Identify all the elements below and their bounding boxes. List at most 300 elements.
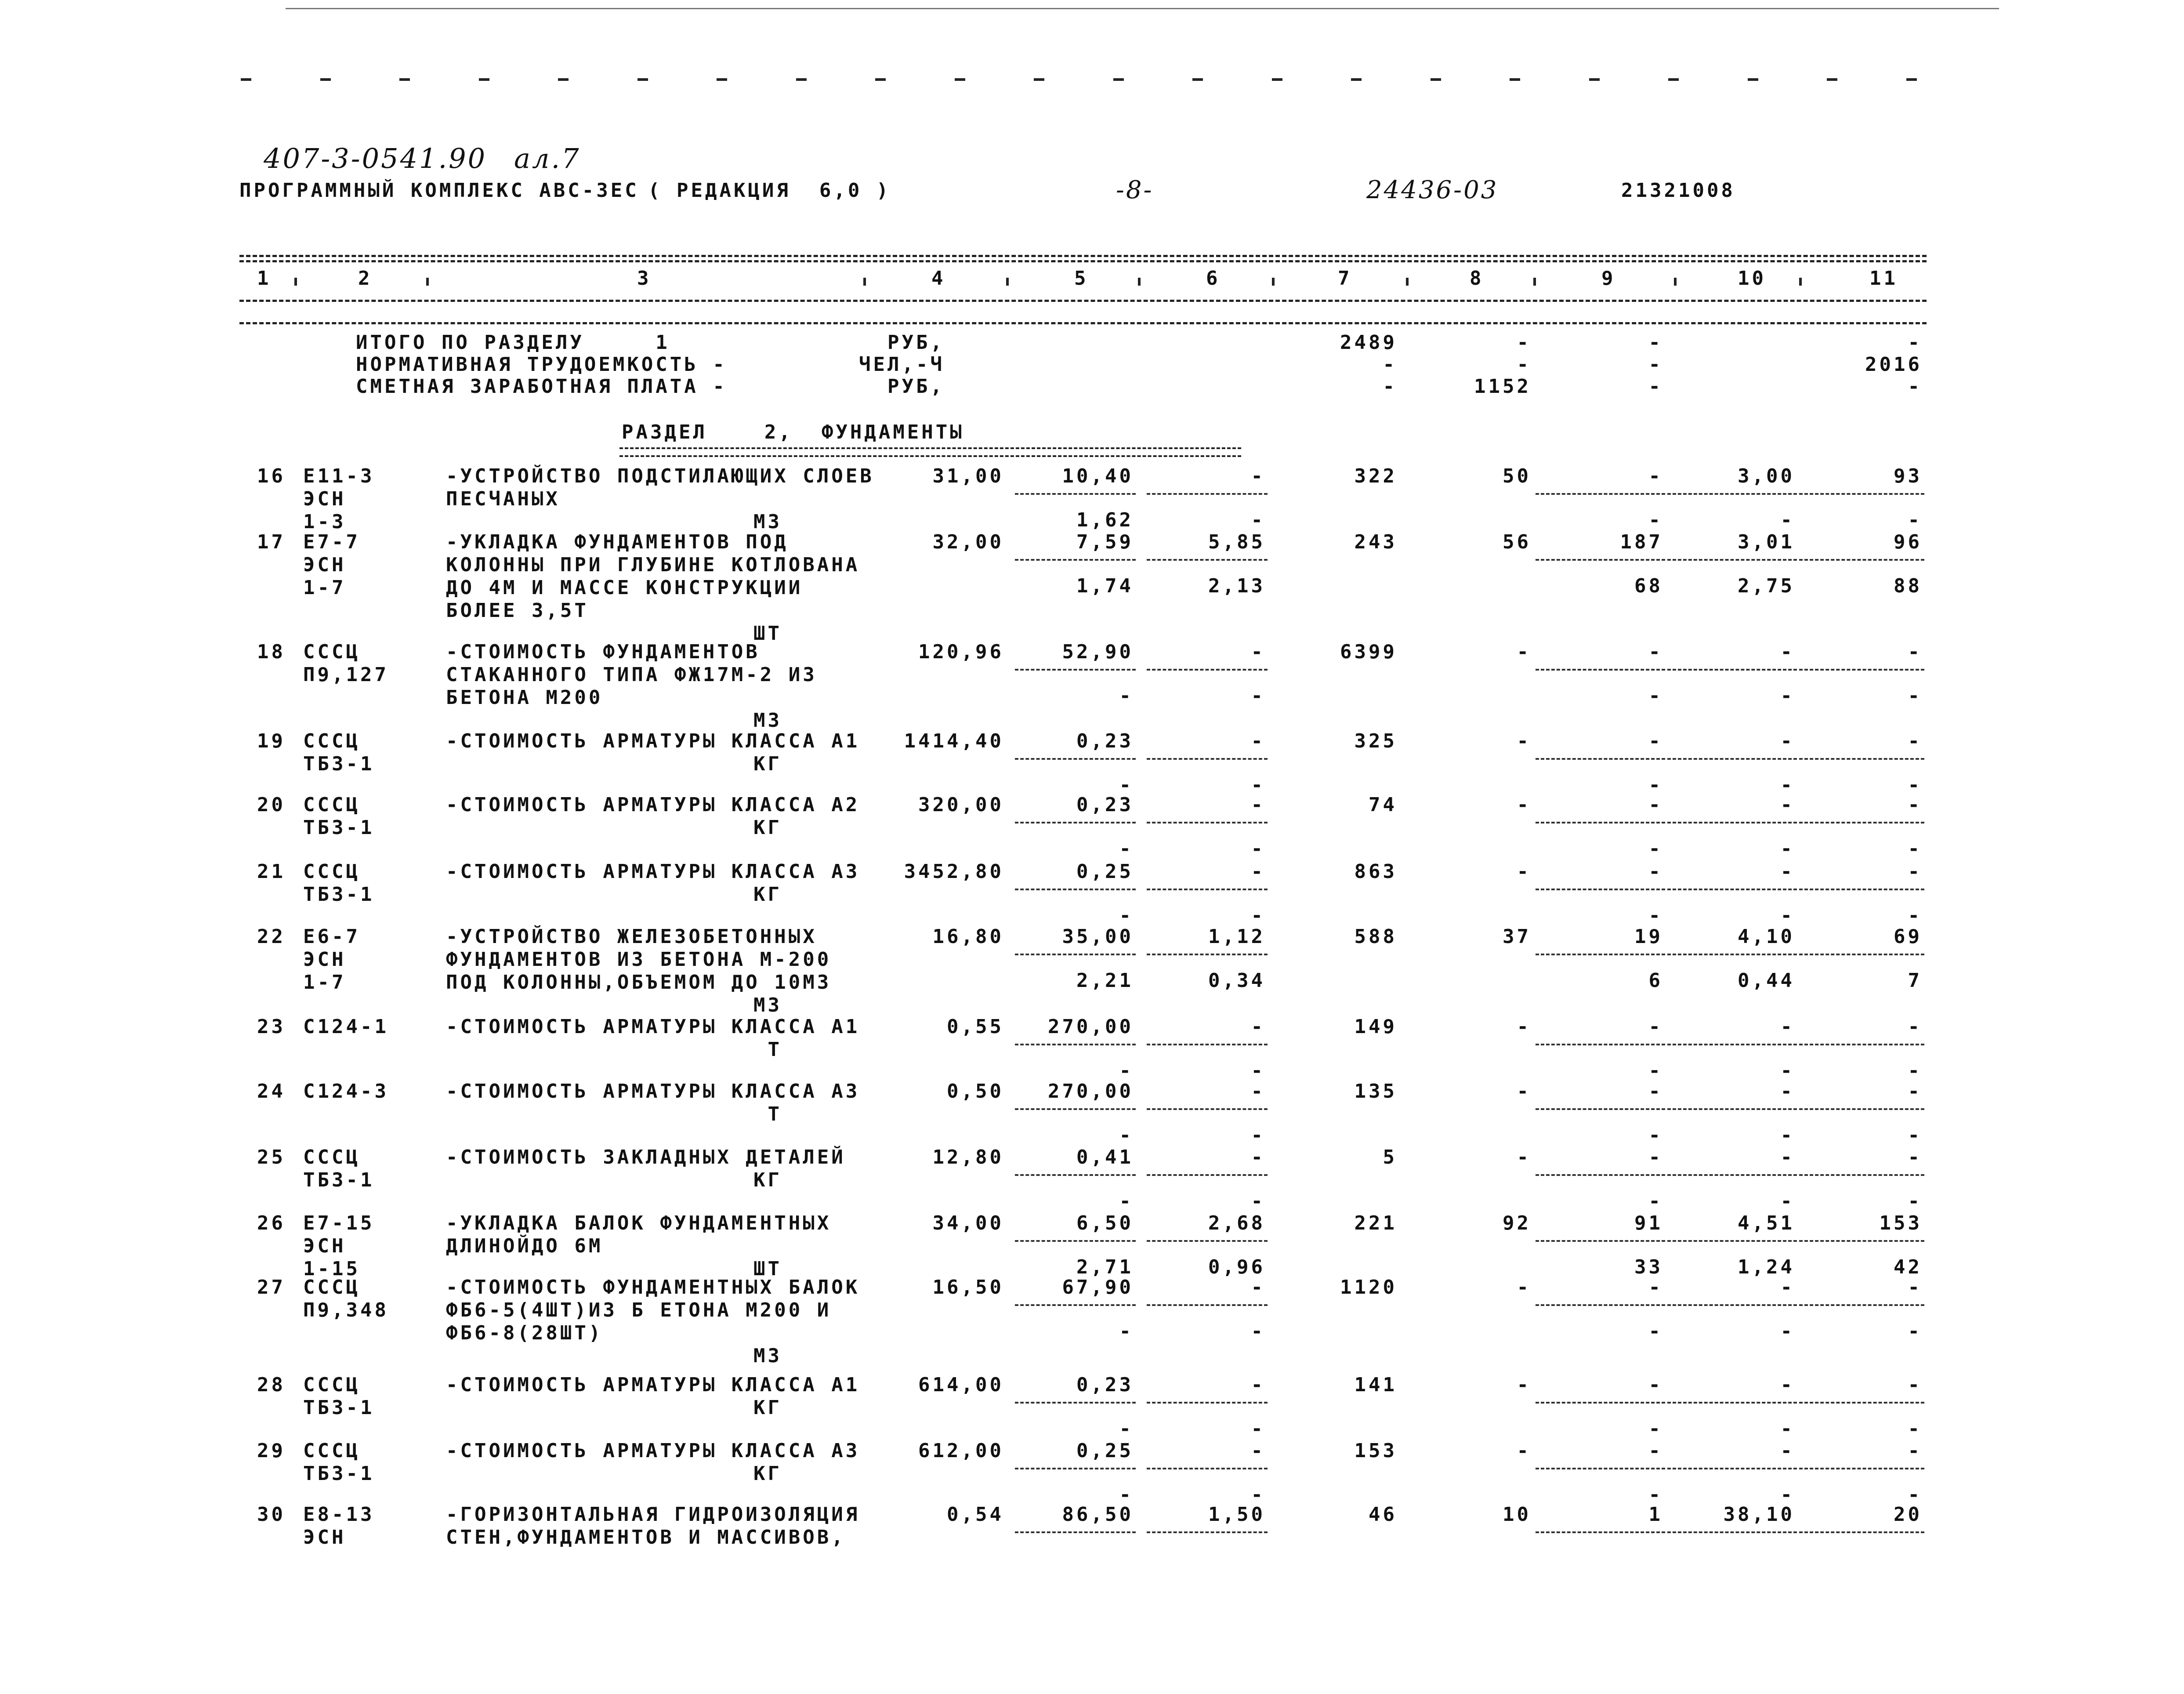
cell-separator-line xyxy=(1147,1044,1268,1045)
row-code: СССЦ xyxy=(303,794,360,816)
row-unit: КГ xyxy=(753,1462,782,1485)
row-value-c9b: 6 xyxy=(1648,969,1663,992)
row-value-c5b: 1,62 xyxy=(1076,509,1134,531)
row-value-c9: - xyxy=(1648,730,1663,752)
cell-separator-line xyxy=(1015,1044,1136,1045)
row-number: 18 xyxy=(257,641,286,663)
row-value-c5: 86,50 xyxy=(1062,1503,1134,1526)
row-value-c6b: - xyxy=(1251,904,1265,927)
row-value-c10b: - xyxy=(1780,774,1795,796)
cell-separator-line xyxy=(1015,493,1136,495)
row-value-c9b: - xyxy=(1648,1190,1663,1212)
row-value-c6b: - xyxy=(1251,1320,1265,1342)
row-value-c6: 1,50 xyxy=(1208,1503,1265,1526)
row-value-c5b: - xyxy=(1119,1320,1134,1342)
header-top-line-2 xyxy=(239,260,1927,262)
row-value-c6: - xyxy=(1251,641,1265,663)
row-code: СССЦ xyxy=(303,860,360,883)
row-value-c9b: - xyxy=(1648,509,1663,531)
row-description: СТАКАННОГО ТИПА ФЖ17М-2 ИЗ xyxy=(446,664,817,686)
row-value-c5b: - xyxy=(1119,1190,1134,1212)
tick-mark xyxy=(1668,78,1679,81)
row-value-c6: - xyxy=(1251,1440,1265,1462)
total-unit: РУБ, xyxy=(887,331,945,354)
row-value-c6b: - xyxy=(1251,509,1265,531)
row-value-c7: 863 xyxy=(1354,860,1397,883)
column-separator xyxy=(426,278,429,286)
row-value-c11b: - xyxy=(1908,1418,1922,1440)
row-description: -СТОИМОСТЬ АРМАТУРЫ КЛАССА А3 xyxy=(446,1440,860,1462)
row-description: ДЛИНОЙДО 6М xyxy=(446,1235,603,1257)
row-value-c10: - xyxy=(1780,1016,1795,1038)
row-value-c9: 1 xyxy=(1648,1503,1663,1526)
row-value-c5: 67,90 xyxy=(1062,1276,1134,1299)
total-value: - xyxy=(1648,375,1663,398)
cell-separator-line xyxy=(1536,669,1665,671)
row-value-qty: 16,80 xyxy=(932,925,1004,948)
cell-separator-line xyxy=(1799,954,1924,955)
row-code: П9,127 xyxy=(303,664,389,686)
row-value-c9b: - xyxy=(1648,1484,1663,1506)
row-value-c9: - xyxy=(1648,1276,1663,1299)
document-code: 407-3-0541.90 xyxy=(264,142,487,174)
column-separator xyxy=(1272,278,1275,286)
row-description: -СТОИМОСТЬ АРМАТУРЫ КЛАССА А1 xyxy=(446,730,860,752)
row-value-c6: - xyxy=(1251,1276,1265,1299)
total-value: - xyxy=(1908,331,1922,354)
row-code: СССЦ xyxy=(303,1146,360,1168)
row-value-c10b: 1,24 xyxy=(1738,1256,1795,1278)
row-value-c10b: - xyxy=(1780,1059,1795,1082)
row-value-c9: - xyxy=(1648,1080,1663,1103)
row-value-c8: 92 xyxy=(1503,1212,1531,1234)
row-value-c11b: - xyxy=(1908,1484,1922,1506)
tick-mark xyxy=(1906,78,1917,81)
row-value-c7: 141 xyxy=(1354,1374,1397,1396)
row-description: -СТОИМОСТЬ ЗАКЛАДНЫХ ДЕТАЛЕЙ xyxy=(446,1146,846,1168)
row-value-c7: 322 xyxy=(1354,465,1397,487)
row-value-c10: 4,10 xyxy=(1738,925,1795,948)
row-unit: Т xyxy=(768,1038,782,1061)
column-number: 11 xyxy=(1869,267,1898,290)
total-value: - xyxy=(1648,331,1663,354)
cell-separator-line xyxy=(1015,559,1136,561)
row-value-qty: 12,80 xyxy=(932,1146,1004,1168)
cell-separator-line xyxy=(1799,1304,1924,1306)
cell-separator-line xyxy=(1015,822,1136,823)
row-value-c7: 243 xyxy=(1354,531,1397,553)
row-value-c10b: - xyxy=(1780,685,1795,707)
cell-separator-line xyxy=(1667,822,1797,823)
row-value-c9b: 68 xyxy=(1634,575,1663,597)
cell-separator-line xyxy=(1536,1044,1665,1045)
row-value-c11b: 42 xyxy=(1894,1256,1922,1278)
row-description: -СТОИМОСТЬ АРМАТУРЫ КЛАССА А1 xyxy=(446,1016,860,1038)
row-value-c6b: - xyxy=(1251,838,1265,860)
cell-separator-line xyxy=(1536,1304,1665,1306)
row-value-c6: - xyxy=(1251,794,1265,816)
row-code: СССЦ xyxy=(303,1276,360,1299)
row-number: 24 xyxy=(257,1080,286,1103)
row-description: -УСТРОЙСТВО ПОДСТИЛАЮЩИХ СЛОЕВ xyxy=(446,465,874,487)
row-value-c10b: - xyxy=(1780,1418,1795,1440)
row-code: СССЦ xyxy=(303,1374,360,1396)
row-value-c6: 2,68 xyxy=(1208,1212,1265,1234)
cell-separator-line xyxy=(1799,1174,1924,1176)
row-value-qty: 0,55 xyxy=(947,1016,1004,1038)
tick-mark xyxy=(717,78,727,81)
row-value-c7: 135 xyxy=(1354,1080,1397,1103)
row-value-c11b: - xyxy=(1908,1320,1922,1342)
row-value-c9: - xyxy=(1648,465,1663,487)
row-value-c10b: 2,75 xyxy=(1738,575,1795,597)
row-value-c10: - xyxy=(1780,860,1795,883)
row-value-qty: 0,54 xyxy=(947,1503,1004,1526)
row-value-c10: 38,10 xyxy=(1723,1503,1795,1526)
total-value: - xyxy=(1517,331,1531,354)
row-number: 22 xyxy=(257,925,286,948)
row-description: -СТОИМОСТЬ ФУНДАМЕНТОВ xyxy=(446,641,760,663)
row-value-c11b: 88 xyxy=(1894,575,1922,597)
row-value-c5b: - xyxy=(1119,1059,1134,1082)
row-value-c10b: - xyxy=(1780,1124,1795,1146)
cell-separator-line xyxy=(1536,1108,1665,1110)
row-value-c8: - xyxy=(1517,1374,1531,1396)
column-separator xyxy=(1138,278,1141,286)
row-unit: М3 xyxy=(753,709,782,732)
cell-separator-line xyxy=(1799,889,1924,890)
row-description: СТЕН,ФУНДАМЕНТОВ И МАССИВОВ, xyxy=(446,1526,846,1549)
cell-separator-line xyxy=(1147,1174,1268,1176)
row-description: -ГОРИЗОНТАЛЬНАЯ ГИДРОИЗОЛЯЦИЯ xyxy=(446,1503,860,1526)
total-value: 2016 xyxy=(1865,353,1922,376)
cell-separator-line xyxy=(1536,758,1665,760)
row-code: СССЦ xyxy=(303,641,360,663)
row-code: Е7-15 xyxy=(303,1212,375,1234)
row-value-c9b: 33 xyxy=(1634,1256,1663,1278)
row-description: -УСТРОЙСТВО ЖЕЛЕЗОБЕТОННЫХ xyxy=(446,925,817,948)
row-description: БЕТОНА М200 xyxy=(446,686,603,709)
row-value-c7: 6399 xyxy=(1340,641,1397,663)
tick-mark xyxy=(875,78,886,81)
row-value-qty: 16,50 xyxy=(932,1276,1004,1299)
cell-separator-line xyxy=(1147,954,1268,955)
row-value-c10: - xyxy=(1780,794,1795,816)
row-value-c9b: - xyxy=(1648,1418,1663,1440)
cell-separator-line xyxy=(1667,1402,1797,1404)
edition-label: ( РЕДАКЦИЯ 6,0 ) xyxy=(648,179,891,202)
row-description: ДО 4М И МАССЕ КОНСТРУКЦИИ xyxy=(446,577,803,599)
reference-code: 24436-03 xyxy=(1366,176,1499,204)
row-number: 21 xyxy=(257,860,286,883)
header-bottom-line xyxy=(239,300,1927,302)
row-value-c9b: - xyxy=(1648,1124,1663,1146)
row-value-c7: 221 xyxy=(1354,1212,1397,1234)
row-value-c11b: - xyxy=(1908,509,1922,531)
cell-separator-line xyxy=(1015,758,1136,760)
row-code: ТБ3-1 xyxy=(303,753,375,775)
row-value-c8: 37 xyxy=(1503,925,1531,948)
row-value-c5: 0,25 xyxy=(1076,860,1134,883)
header-top-line xyxy=(239,255,1927,257)
row-value-c5b: 2,71 xyxy=(1076,1256,1134,1278)
row-value-c11b: - xyxy=(1908,774,1922,796)
row-value-c6b: - xyxy=(1251,774,1265,796)
row-value-c9b: - xyxy=(1648,685,1663,707)
row-value-c11b: - xyxy=(1908,1059,1922,1082)
column-separator xyxy=(1533,278,1536,286)
row-value-qty: 614,00 xyxy=(918,1374,1004,1396)
row-code: С124-1 xyxy=(303,1016,389,1038)
row-value-c9: - xyxy=(1648,860,1663,883)
row-number: 29 xyxy=(257,1440,286,1462)
row-value-c5b: 1,74 xyxy=(1076,575,1134,597)
row-value-c6b: - xyxy=(1251,1124,1265,1146)
row-value-c8: - xyxy=(1517,1146,1531,1168)
cell-separator-line xyxy=(1667,1304,1797,1306)
row-value-c5: 0,23 xyxy=(1076,730,1134,752)
row-number: 20 xyxy=(257,794,286,816)
row-value-c10b: - xyxy=(1780,1190,1795,1212)
row-value-c11: - xyxy=(1908,1440,1922,1462)
cell-separator-line xyxy=(1015,1108,1136,1110)
row-value-c5: 6,50 xyxy=(1076,1212,1134,1234)
row-value-c10: 3,00 xyxy=(1738,465,1795,487)
row-value-c5b: - xyxy=(1119,685,1134,707)
cell-separator-line xyxy=(1015,1468,1136,1469)
row-code: ЭСН xyxy=(303,1526,346,1549)
row-number: 27 xyxy=(257,1276,286,1299)
row-code: ТБ3-1 xyxy=(303,1462,375,1485)
tick-mark xyxy=(241,78,251,81)
row-value-c8: 56 xyxy=(1503,531,1531,553)
row-code: ТБ3-1 xyxy=(303,883,375,906)
row-description: -СТОИМОСТЬ ФУНДАМЕНТНЫХ БАЛОК xyxy=(446,1276,860,1299)
row-value-c8: - xyxy=(1517,1276,1531,1299)
row-value-c10: - xyxy=(1780,1440,1795,1462)
row-value-qty: 320,00 xyxy=(918,794,1004,816)
tick-mark xyxy=(1589,78,1600,81)
cell-separator-line xyxy=(1536,1174,1665,1176)
row-description: ПОД КОЛОННЫ,ОБЪЕМОМ ДО 10М3 xyxy=(446,971,832,994)
column-separator xyxy=(294,278,297,286)
column-number: 2 xyxy=(358,267,373,290)
cell-separator-line xyxy=(1667,559,1797,561)
row-value-qty: 612,00 xyxy=(918,1440,1004,1462)
cell-separator-line xyxy=(1147,889,1268,890)
row-value-c7: 5 xyxy=(1383,1146,1397,1168)
row-value-c5b: - xyxy=(1119,838,1134,860)
cell-separator-line xyxy=(1799,1240,1924,1242)
cell-separator-line xyxy=(1536,493,1665,495)
row-unit: КГ xyxy=(753,1169,782,1191)
total-value: - xyxy=(1517,353,1531,376)
row-unit: Т xyxy=(768,1103,782,1125)
tick-mark xyxy=(399,78,410,81)
row-value-c6b: - xyxy=(1251,1059,1265,1082)
row-value-c11: - xyxy=(1908,794,1922,816)
row-value-c9: 187 xyxy=(1620,531,1663,553)
tick-mark xyxy=(955,78,965,81)
total-label: СМЕТНАЯ ЗАРАБОТНАЯ ПЛАТА - xyxy=(356,375,727,398)
row-code: П9,348 xyxy=(303,1299,389,1321)
row-value-c5b: - xyxy=(1119,904,1134,927)
row-value-qty: 31,00 xyxy=(932,465,1004,487)
row-value-c6: 1,12 xyxy=(1208,925,1265,948)
row-value-c11b: - xyxy=(1908,838,1922,860)
column-number: 10 xyxy=(1738,267,1766,290)
row-value-c5b: 2,21 xyxy=(1076,969,1134,992)
row-value-c11: 153 xyxy=(1879,1212,1922,1234)
tick-mark xyxy=(1748,78,1758,81)
row-value-c6: - xyxy=(1251,1080,1265,1103)
row-code: С124-3 xyxy=(303,1080,389,1103)
row-value-c8: 50 xyxy=(1503,465,1531,487)
column-number: 8 xyxy=(1470,267,1484,290)
row-description: ФУНДАМЕНТОВ ИЗ БЕТОНА М-200 xyxy=(446,948,832,971)
column-number: 7 xyxy=(1338,267,1352,290)
cell-separator-line xyxy=(1667,758,1797,760)
row-description: -СТОИМОСТЬ АРМАТУРЫ КЛАССА А3 xyxy=(446,1080,860,1103)
row-value-c11b: 7 xyxy=(1908,969,1922,992)
row-value-c6: - xyxy=(1251,1374,1265,1396)
row-code: Е11-3 xyxy=(303,465,375,487)
tick-mark xyxy=(479,78,489,81)
row-unit: КГ xyxy=(753,816,782,839)
row-code: СССЦ xyxy=(303,1440,360,1462)
row-value-c9b: - xyxy=(1648,774,1663,796)
cell-separator-line xyxy=(1147,1468,1268,1469)
cell-separator-line xyxy=(1147,559,1268,561)
row-value-c5: 10,40 xyxy=(1062,465,1134,487)
tick-mark xyxy=(320,78,331,81)
row-value-qty: 1414,40 xyxy=(904,730,1004,752)
row-value-c6b: 0,96 xyxy=(1208,1256,1265,1278)
total-value: - xyxy=(1383,353,1397,376)
row-value-c8: - xyxy=(1517,1440,1531,1462)
cell-separator-line xyxy=(1536,1240,1665,1242)
cell-separator-line xyxy=(1667,1044,1797,1045)
row-value-c6: - xyxy=(1251,1146,1265,1168)
row-value-c6b: - xyxy=(1251,1484,1265,1506)
cell-separator-line xyxy=(1799,1531,1924,1533)
row-value-c8: - xyxy=(1517,641,1531,663)
row-value-c9b: - xyxy=(1648,838,1663,860)
cell-separator-line xyxy=(1147,1240,1268,1242)
row-code: Е6-7 xyxy=(303,925,360,948)
row-value-c11b: - xyxy=(1908,1190,1922,1212)
row-code: ЭСН xyxy=(303,488,346,510)
row-description: ФБ6-8(28ШТ) xyxy=(446,1322,603,1344)
row-description: КОЛОННЫ ПРИ ГЛУБИНЕ КОТЛОВАНА xyxy=(446,554,860,576)
row-value-c5: 270,00 xyxy=(1048,1016,1134,1038)
row-description: -СТОИМОСТЬ АРМАТУРЫ КЛАССА А2 xyxy=(446,794,860,816)
cell-separator-line xyxy=(1799,1468,1924,1469)
row-value-c10: - xyxy=(1780,730,1795,752)
row-value-qty: 120,96 xyxy=(918,641,1004,663)
row-value-c9b: - xyxy=(1648,1320,1663,1342)
row-value-c6: - xyxy=(1251,730,1265,752)
id-number: 21321008 xyxy=(1621,179,1735,202)
row-unit: М3 xyxy=(753,1345,782,1367)
row-value-c5: 52,90 xyxy=(1062,641,1134,663)
cell-separator-line xyxy=(1536,1468,1665,1469)
tick-mark xyxy=(1510,78,1520,81)
row-value-c11: - xyxy=(1908,1374,1922,1396)
tick-mark xyxy=(1351,78,1362,81)
row-code: ТБ3-1 xyxy=(303,1397,375,1419)
total-label: НОРМАТИВНАЯ ТРУДОЕМКОСТЬ - xyxy=(356,353,727,376)
row-value-c5: 270,00 xyxy=(1048,1080,1134,1103)
row-value-c10: - xyxy=(1780,1080,1795,1103)
row-value-c6: - xyxy=(1251,860,1265,883)
row-value-c10: - xyxy=(1780,1146,1795,1168)
row-number: 17 xyxy=(257,531,286,553)
cell-separator-line xyxy=(1015,1174,1136,1176)
cell-separator-line xyxy=(1536,1531,1665,1533)
row-value-c9: 91 xyxy=(1634,1212,1663,1234)
row-code: ТБ3-1 xyxy=(303,1169,375,1191)
top-rule xyxy=(286,8,1999,9)
row-unit: КГ xyxy=(753,753,782,775)
cell-separator-line xyxy=(1667,889,1797,890)
row-value-c9: - xyxy=(1648,641,1663,663)
row-value-c7: 153 xyxy=(1354,1440,1397,1462)
row-value-c11: - xyxy=(1908,641,1922,663)
row-value-c11: - xyxy=(1908,1080,1922,1103)
row-value-c8: - xyxy=(1517,794,1531,816)
row-value-c10b: - xyxy=(1780,904,1795,927)
cell-separator-line xyxy=(1799,758,1924,760)
row-value-c6: - xyxy=(1251,465,1265,487)
row-value-c10b: 0,44 xyxy=(1738,969,1795,992)
row-value-c5b: - xyxy=(1119,774,1134,796)
column-separator xyxy=(1799,278,1802,286)
cell-separator-line xyxy=(1015,1402,1136,1404)
row-code: ЭСН xyxy=(303,1235,346,1257)
cell-separator-line xyxy=(1799,669,1924,671)
cell-separator-line xyxy=(1799,822,1924,823)
row-value-c11: - xyxy=(1908,1146,1922,1168)
row-code: ЭСН xyxy=(303,948,346,971)
row-value-c8: - xyxy=(1517,860,1531,883)
row-code: Е8-13 xyxy=(303,1503,375,1526)
column-separator xyxy=(863,278,866,286)
tick-mark xyxy=(1192,78,1203,81)
row-value-c10b: - xyxy=(1780,1320,1795,1342)
cell-separator-line xyxy=(1147,1108,1268,1110)
page-number: -8- xyxy=(1116,176,1154,204)
row-value-c10: 4,51 xyxy=(1738,1212,1795,1234)
row-value-c9: - xyxy=(1648,1440,1663,1462)
row-value-c9b: - xyxy=(1648,904,1663,927)
total-value: 2489 xyxy=(1340,331,1397,354)
tick-mark xyxy=(796,78,807,81)
column-separator xyxy=(1674,278,1677,286)
row-value-c11: - xyxy=(1908,730,1922,752)
row-value-c5: 0,23 xyxy=(1076,1374,1134,1396)
column-separator xyxy=(1006,278,1009,286)
row-value-c9: - xyxy=(1648,1146,1663,1168)
cell-separator-line xyxy=(1536,1402,1665,1404)
row-value-c9b: - xyxy=(1648,1059,1663,1082)
tick-mark xyxy=(1034,78,1044,81)
row-value-qty: 32,00 xyxy=(932,531,1004,553)
row-value-c8: - xyxy=(1517,1016,1531,1038)
row-value-c11b: - xyxy=(1908,904,1922,927)
row-value-c6b: 2,13 xyxy=(1208,575,1265,597)
cell-separator-line xyxy=(1147,1304,1268,1306)
